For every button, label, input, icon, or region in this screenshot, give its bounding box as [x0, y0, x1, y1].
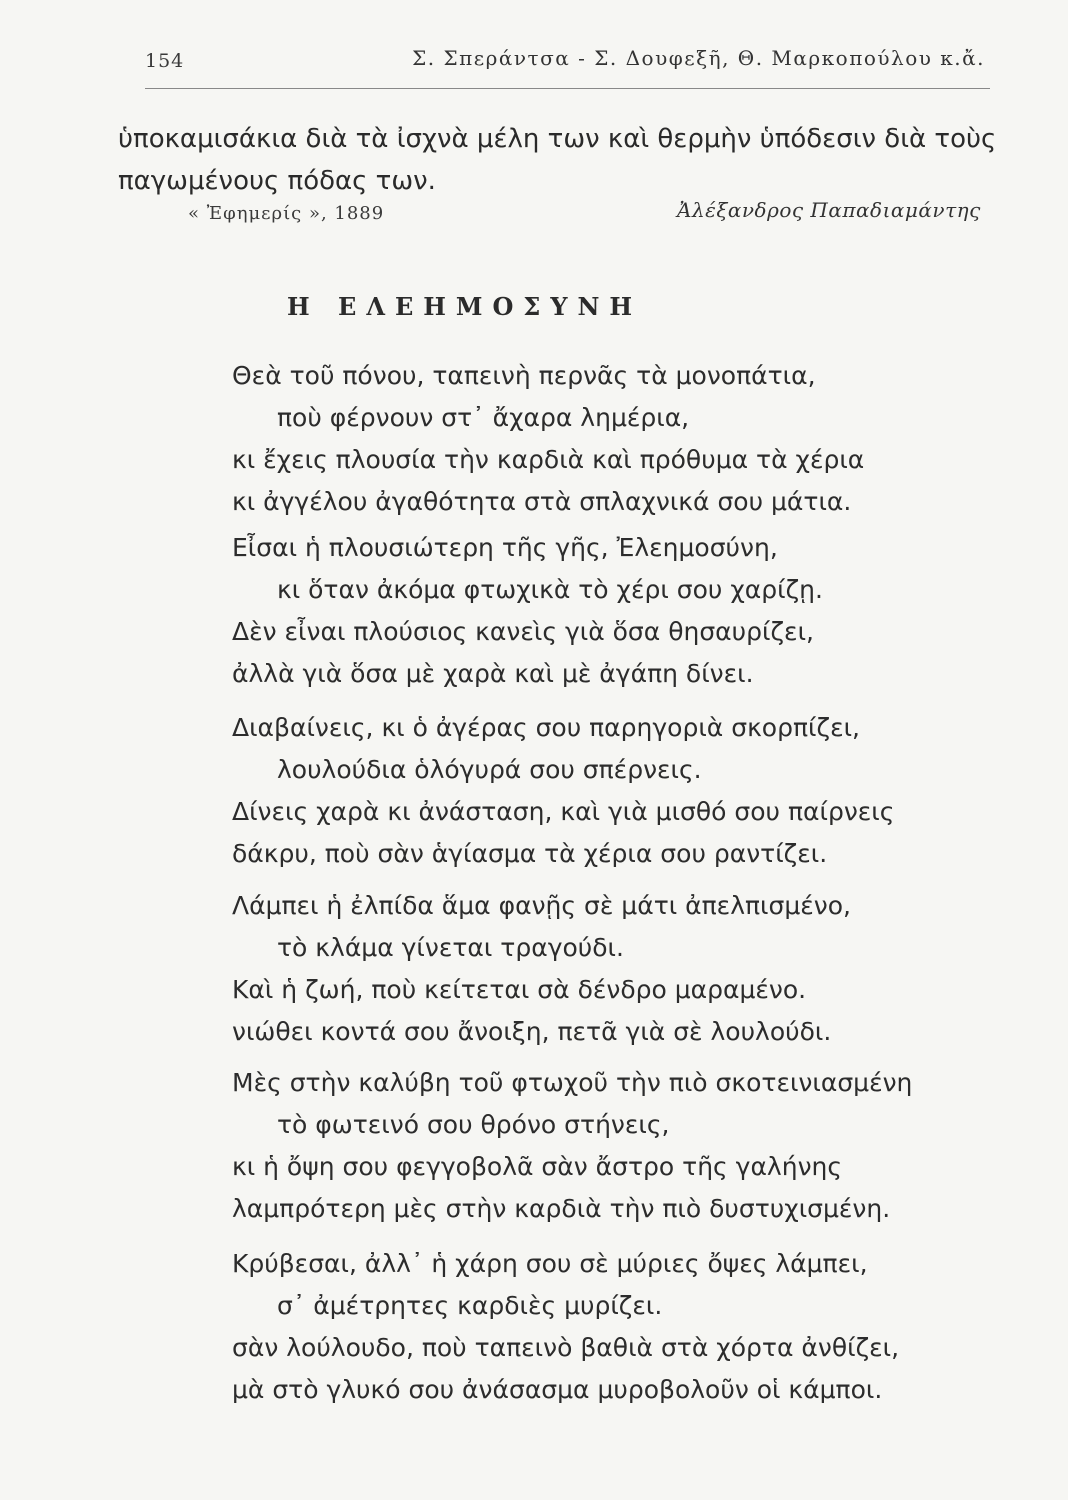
prose-line: παγωμένους πόδας των. — [118, 166, 436, 196]
verse-line: κι ἔχεις πλουσία τὴν καρδιὰ καὶ πρόθυμα τὰ χέρια — [232, 445, 865, 474]
page-number: 154 — [145, 50, 185, 72]
stanza — [232, 885, 992, 1053]
stanza — [232, 1243, 992, 1411]
stanza — [232, 355, 992, 523]
stanza — [232, 527, 992, 695]
verse-line: Μὲς στὴν καλύβη τοῦ φτωχοῦ τὴν πιὸ σκοτεινιασμένη — [232, 1068, 913, 1097]
verse-line: μὰ στὸ γλυκό σου ἀνάσασμα μυροβολοῦν οἱ κάμποι. — [232, 1375, 883, 1404]
verse-line: Δὲν εἶναι πλούσιος κανεὶς γιὰ ὅσα θησαυρίζει, — [232, 617, 814, 646]
verse-line: λαμπρότερη μὲς στὴν καρδιὰ τὴν πιὸ δυστυχισμένη. — [232, 1194, 891, 1223]
verse-line: Εἶσαι ἡ πλουσιώτερη τῆς γῆς, Ἐλεημοσύνη, — [232, 533, 778, 562]
verse-line: λουλούδια ὁλόγυρά σου σπέρνεις. — [277, 755, 702, 784]
verse-line: τὸ φωτεινό σου θρόνο στήνεις, — [277, 1110, 670, 1139]
verse-line: σ᾽ ἀμέτρητες καρδιὲς μυρίζει. — [277, 1291, 663, 1320]
stanza — [232, 1062, 992, 1230]
verse-line: Καὶ ἡ ζωή, ποὺ κείτεται σὰ δένδρο μαραμένο. — [232, 975, 807, 1004]
author-name: Ἀλέξανδρος Παπαδιαμάντης — [677, 198, 981, 222]
verse-line: δάκρυ, ποὺ σὰν ἁγίασμα τὰ χέρια σου ραντίζει. — [232, 839, 828, 868]
stanza — [232, 707, 992, 875]
verse-line: Λάμπει ἡ ἐλπίδα ἅμα φανῇς σὲ μάτι ἀπελπισμένο, — [232, 891, 851, 920]
verse-line: κι ἀγγέλου ἀγαθότητα στὰ σπλαχνικά σου μάτια. — [232, 487, 852, 516]
poem-title: Η ΕΛΕΗΜΟΣΥΝΗ — [287, 292, 643, 321]
verse-line: κι ὅταν ἀκόμα φτωχικὰ τὸ χέρι σου χαρίζῃ. — [277, 575, 823, 604]
verse-line: Κρύβεσαι, ἀλλ᾽ ἡ χάρη σου σὲ μύριες ὄψες λάμπει, — [232, 1249, 868, 1278]
verse-line: Διαβαίνεις, κι ὁ ἀγέρας σου παρηγοριὰ σκορπίζει, — [232, 713, 860, 742]
prose-paragraph — [118, 118, 997, 202]
header-rule — [145, 88, 990, 89]
verse-line: ποὺ φέρνουν στ᾽ ἄχαρα λημέρια, — [277, 403, 690, 432]
verse-line: νιώθει κοντά σου ἄνοιξη, πετᾶ γιὰ σὲ λουλούδι. — [232, 1017, 832, 1046]
verse-line: σὰν λούλουδο, ποὺ ταπεινὸ βαθιὰ στὰ χόρτα ἀνθίζει, — [232, 1333, 900, 1362]
running-head: Σ. Σπεράντσα - Σ. Δουφεξῆ, Θ. Μαρκοπούλου κ.ἄ. — [412, 46, 985, 70]
source-citation: « Ἐφημερίς », 1889 — [188, 203, 385, 224]
verse-line: τὸ κλάμα γίνεται τραγούδι. — [277, 933, 624, 962]
verse-line: ἀλλὰ γιὰ ὅσα μὲ χαρὰ καὶ μὲ ἀγάπη δίνει. — [232, 659, 754, 688]
verse-line: κι ἡ ὄψη σου φεγγοβολᾶ σὰν ἄστρο τῆς γαλήνης — [232, 1152, 843, 1181]
verse-line: Δίνεις χαρὰ κι ἀνάσταση, καὶ γιὰ μισθό σου παίρνεις — [232, 797, 895, 826]
page-header — [145, 46, 985, 80]
prose-line: ὑποκαμισάκια διὰ τὰ ἰσχνὰ μέλη των καὶ θερμὴν ὑπόδεσιν διὰ τοὺς — [118, 124, 997, 154]
verse-line: Θεὰ τοῦ πόνου, ταπεινὴ περνᾶς τὰ μονοπάτια, — [232, 361, 816, 390]
